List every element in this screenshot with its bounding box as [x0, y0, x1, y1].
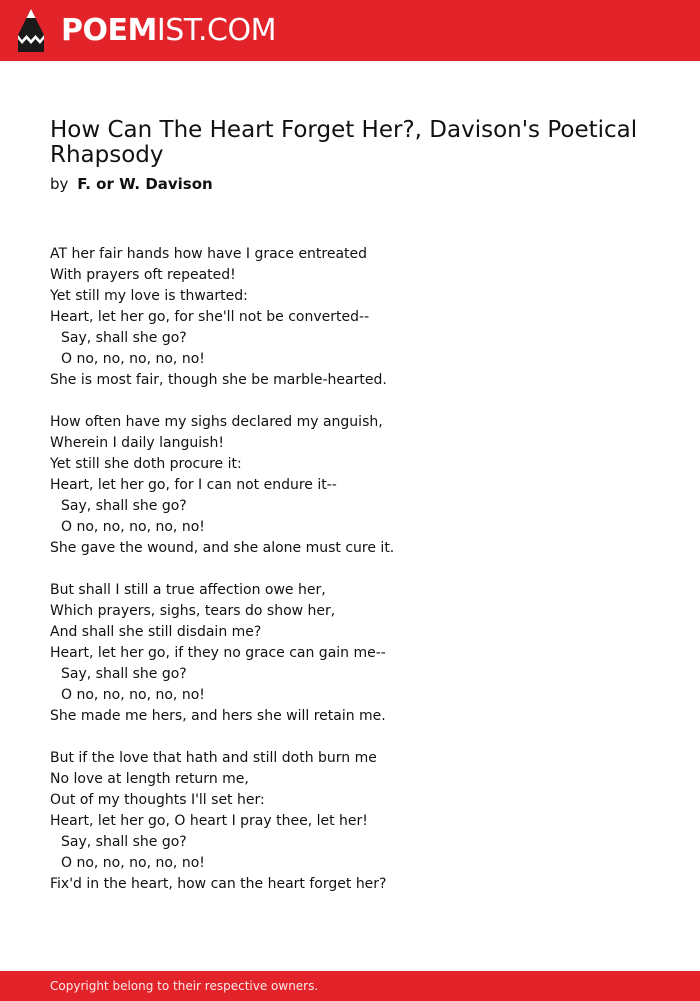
pencil-logo-icon — [18, 9, 44, 52]
poem-line: AT her fair hands how have I grace entreated — [50, 246, 368, 262]
poem-line: Heart, let her go, for she'll not be converted-- — [50, 309, 370, 325]
poem-line: O no, no, no, no, no! — [61, 351, 205, 367]
site-logo[interactable] — [61, 12, 276, 50]
poem-line: But if the love that hath and still doth burn me — [50, 750, 377, 766]
poem-line: Yet still she doth procure it: — [50, 456, 242, 472]
poem-body — [50, 244, 650, 916]
poem-line: With prayers oft repeated! — [50, 267, 236, 283]
poem-line: How often have my sighs declared my anguish, — [50, 414, 383, 430]
poem-title: How Can The Heart Forget Her?, Davison's Poetical Rhapsody — [50, 117, 638, 168]
poem-line: O no, no, no, no, no! — [61, 855, 205, 871]
poem-line: O no, no, no, no, no! — [61, 687, 205, 703]
logo-text-bold: POEM — [61, 13, 157, 48]
poem-line: And shall she still disdain me? — [50, 624, 262, 640]
poem-line: She is most fair, though she be marble-hearted. — [50, 372, 387, 388]
site-footer — [0, 971, 700, 1001]
copyright-notice: Copyright belong to their respective owners. — [50, 979, 319, 993]
poem-line: Fix'd in the heart, how can the heart forget her? — [50, 876, 387, 892]
poem-line: Yet still my love is thwarted: — [50, 288, 248, 304]
poem-line: Say, shall she go? — [61, 834, 187, 850]
poem-line: Which prayers, sighs, tears do show her, — [50, 603, 336, 619]
poem-line: Heart, let her go, O heart I pray thee, let her! — [50, 813, 368, 829]
poem-line: Wherein I daily languish! — [50, 435, 224, 451]
stanza — [50, 412, 650, 559]
poem-line: She made me hers, and hers she will retain me. — [50, 708, 386, 724]
stanza — [50, 244, 650, 391]
byline — [50, 174, 213, 194]
poem-line: No love at length return me, — [50, 771, 249, 787]
poem-line: She gave the wound, and she alone must cure it. — [50, 540, 395, 556]
poem-line: But shall I still a true affection owe her, — [50, 582, 326, 598]
poem-line: O no, no, no, no, no! — [61, 519, 205, 535]
site-header — [0, 0, 700, 61]
poem-line: Say, shall she go? — [61, 330, 187, 346]
author-name: F. or W. Davison — [77, 175, 213, 193]
poem-line: Heart, let her go, if they no grace can gain me-- — [50, 645, 386, 661]
poem-line: Say, shall she go? — [61, 498, 187, 514]
logo-text-light: IST.COM — [156, 13, 276, 48]
stanza — [50, 580, 650, 727]
stanza — [50, 748, 650, 895]
poem-line: Say, shall she go? — [61, 666, 187, 682]
poem-line: Out of my thoughts I'll set her: — [50, 792, 265, 808]
by-label: by — [50, 175, 69, 193]
poem-line: Heart, let her go, for I can not endure it-- — [50, 477, 337, 493]
